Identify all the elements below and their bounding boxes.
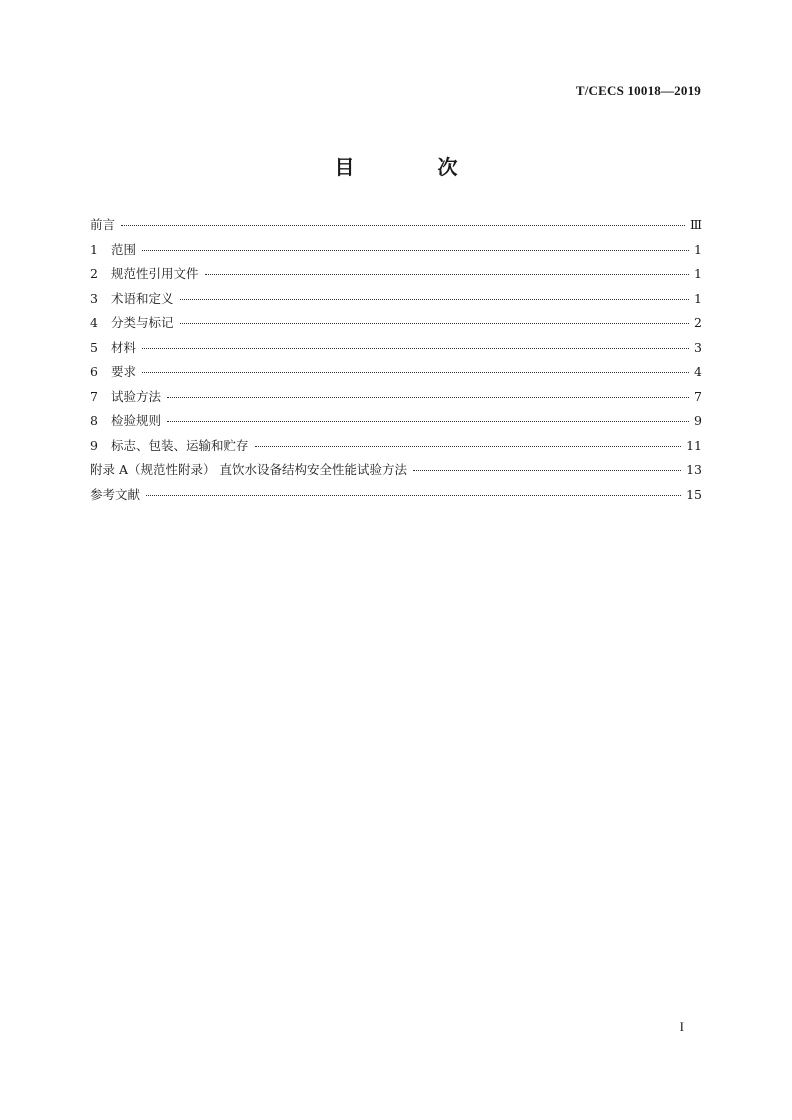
toc-number: 5 xyxy=(90,339,98,355)
page-number: I xyxy=(679,1019,684,1034)
toc-page-number: 1 xyxy=(694,290,702,306)
toc-leader xyxy=(255,446,682,447)
toc-leader xyxy=(142,250,689,251)
toc-page-number: 1 xyxy=(694,241,702,257)
toc-number: 2 xyxy=(90,266,98,281)
toc-label: 检验规则 xyxy=(111,413,162,428)
table-of-contents xyxy=(90,215,702,509)
toc-number: 4 xyxy=(90,315,98,330)
toc-leader xyxy=(146,495,681,496)
toc-number: 9 xyxy=(90,437,98,453)
toc-page-number: 9 xyxy=(694,413,702,428)
toc-page-number: 1 xyxy=(694,266,702,281)
toc-leader xyxy=(180,323,689,324)
toc-entry-foreword[interactable] xyxy=(90,215,702,240)
toc-entry-normative-references[interactable] xyxy=(90,264,702,289)
standard-code: T/CECS 10018—2019 xyxy=(575,83,701,98)
toc-number: 7 xyxy=(90,388,98,404)
toc-entry-inspection-rules[interactable] xyxy=(90,411,702,436)
toc-label: 试验方法 xyxy=(111,388,162,404)
toc-leader xyxy=(180,299,689,300)
toc-number: 3 xyxy=(90,290,98,306)
toc-page-number: 2 xyxy=(694,315,702,330)
toc-entry-materials[interactable] xyxy=(90,338,702,363)
toc-leader xyxy=(167,397,689,398)
toc-entry-annex-a[interactable] xyxy=(90,460,702,485)
toc-label: 范围 xyxy=(111,241,137,257)
toc-entry-scope[interactable] xyxy=(90,240,702,265)
toc-label: 附录 A（规范性附录） 直饮水设备结构安全性能试验方法 xyxy=(90,462,407,477)
toc-label: 参考文献 xyxy=(90,486,141,502)
toc-label: 标志、包装、运输和贮存 xyxy=(111,437,249,453)
toc-page-number: 3 xyxy=(694,339,702,355)
toc-entry-classification-marking[interactable] xyxy=(90,313,702,338)
toc-page-number: 15 xyxy=(686,486,702,502)
toc-entry-marking-packaging-transport-storage[interactable] xyxy=(90,436,702,461)
toc-leader xyxy=(205,274,689,275)
toc-label: 要求 xyxy=(111,364,137,379)
toc-page-number: 11 xyxy=(686,437,702,453)
toc-page-number: Ⅲ xyxy=(689,217,702,232)
toc-entry-requirements[interactable] xyxy=(90,362,702,387)
toc-label: 材料 xyxy=(111,339,137,355)
toc-number: 1 xyxy=(90,241,98,257)
toc-leader xyxy=(121,225,685,226)
toc-label: 术语和定义 xyxy=(111,290,174,306)
toc-label: 分类与标记 xyxy=(111,315,174,330)
toc-page-number: 7 xyxy=(694,388,702,404)
toc-label: 规范性引用文件 xyxy=(111,266,199,281)
toc-number: 8 xyxy=(90,413,98,428)
toc-label: 前言 xyxy=(90,217,116,232)
toc-entry-bibliography[interactable] xyxy=(90,485,702,510)
toc-entry-test-methods[interactable] xyxy=(90,387,702,412)
toc-leader xyxy=(413,470,681,471)
toc-leader xyxy=(167,421,689,422)
toc-page-number: 13 xyxy=(686,462,702,477)
toc-leader xyxy=(142,348,689,349)
toc-leader xyxy=(142,372,689,373)
toc-entry-terms-definitions[interactable] xyxy=(90,289,702,314)
page-title: 目 次 xyxy=(334,155,496,179)
toc-number: 6 xyxy=(90,364,98,379)
toc-page-number: 4 xyxy=(694,364,702,379)
